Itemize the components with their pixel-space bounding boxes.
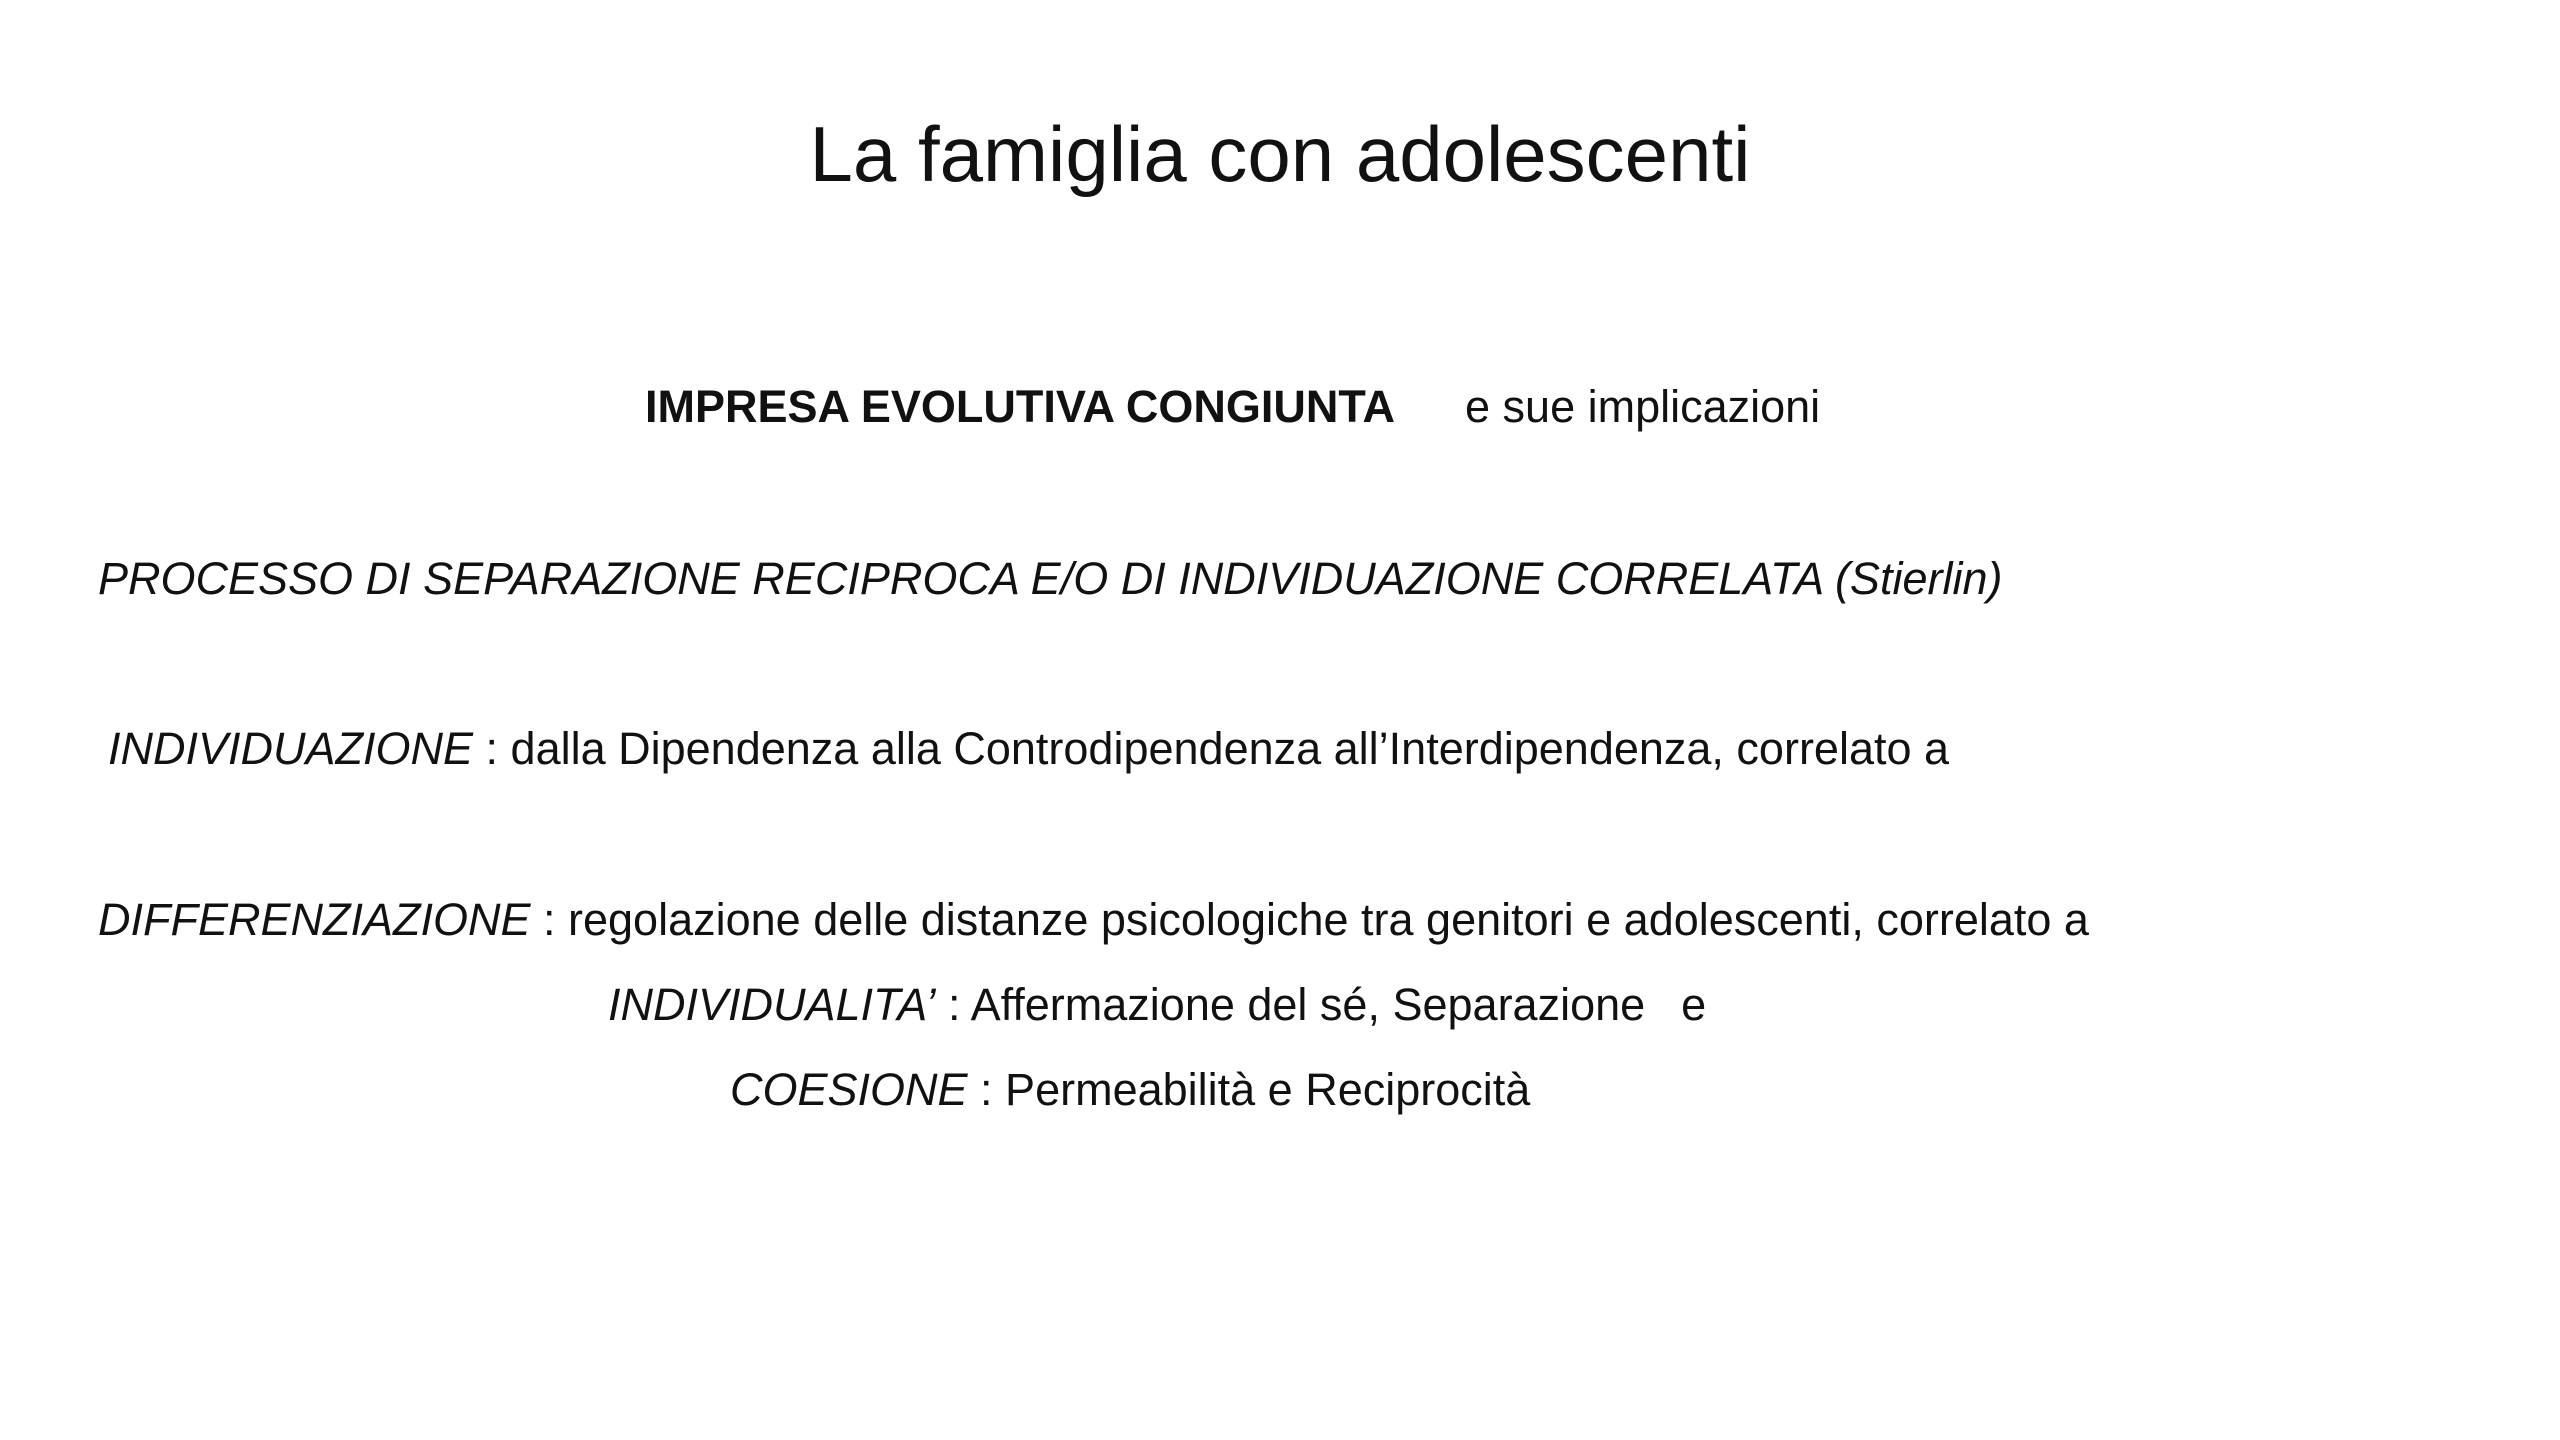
individuazione-term: INDIVIDUAZIONE <box>108 723 474 774</box>
differenziazione-description: : regolazione delle distanze psicologiche tra genitori e adolescenti, correlato a <box>530 894 2089 945</box>
individualita-tail: e <box>1681 979 1707 1030</box>
line-coesione <box>730 1063 1530 1117</box>
impresa-evolutiva-label: IMPRESA EVOLUTIVA CONGIUNTA <box>645 381 1396 432</box>
slide-title: La famiglia con adolescenti <box>809 110 1751 198</box>
line-impresa-evolutiva <box>645 380 1820 434</box>
differenziazione-term: DIFFERENZIAZIONE <box>98 894 531 945</box>
coesione-description: : Permeabilità e Reciprocità <box>967 1064 1531 1115</box>
line-individualita <box>608 978 1706 1032</box>
individuazione-description: : dalla Dipendenza alla Controdipendenza all’Interdipendenza, correlato a <box>473 723 1950 774</box>
line-processo-separazione: PROCESSO DI SEPARAZIONE RECIPROCA E/O DI INDIVIDUAZIONE CORRELATA (Stierlin) <box>98 553 2003 604</box>
line-differenziazione <box>98 893 2089 947</box>
individualita-description: : Affermazione del sé, Separazione <box>935 979 1646 1030</box>
coesione-term: COESIONE <box>730 1064 968 1115</box>
individualita-term: INDIVIDUALITA’ <box>608 979 936 1030</box>
implicazioni-text: e sue implicazioni <box>1465 381 1821 432</box>
line-individuazione <box>108 722 1949 776</box>
